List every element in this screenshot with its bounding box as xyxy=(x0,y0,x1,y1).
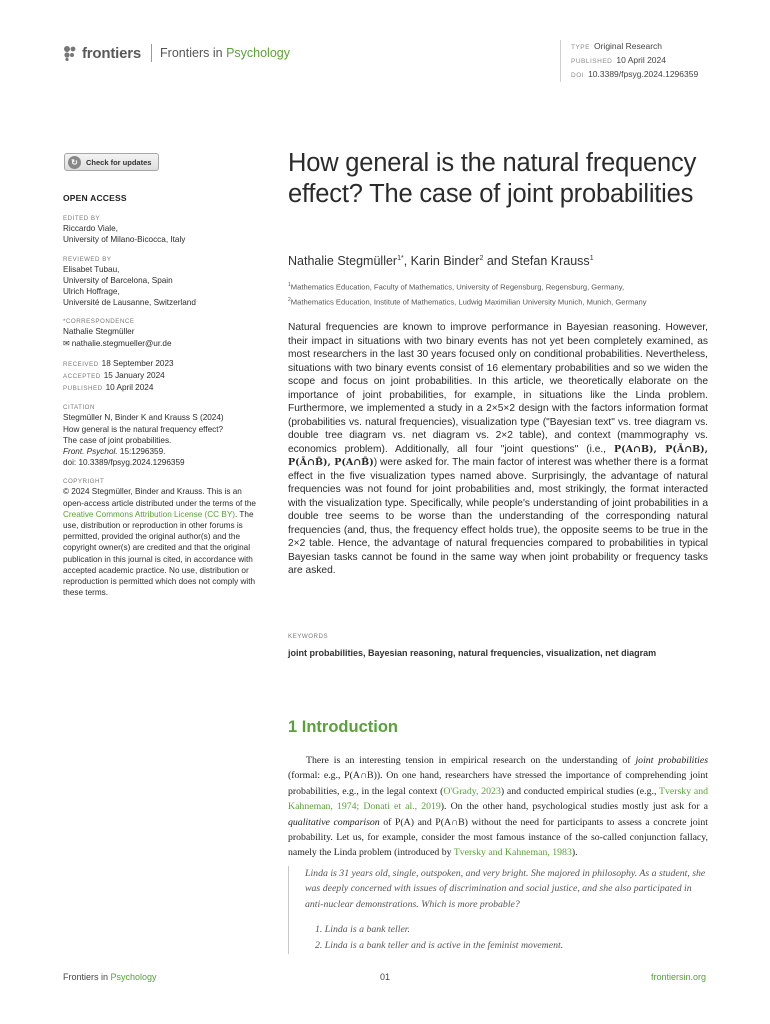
citation-link[interactable]: O'Grady, 2023 xyxy=(443,785,501,797)
journal-header xyxy=(63,42,290,64)
correspondence-email[interactable]: ✉ nathalie.stegmueller@ur.de xyxy=(63,338,172,348)
copyright: COPYRIGHT © 2024 Stegmüller, Binder and Krauss. This is an open-access article distributed under the terms of the Creative Commons Attribution License (CC BY). The use, distribution or reproduction in other forums is permitted, provided the original author(s) and the copyright owner(s) are credited and that the original publication in this journal is cited, in accordance with accepted academic practice. No use, distribution or reproduction is permitted which does not comply with these terms. xyxy=(63,478,256,598)
article-meta: TYPE Original Research PUBLISHED 10 April 2024 DOI 10.3389/fpsyg.2024.1296359 xyxy=(560,40,698,82)
license-link[interactable]: Creative Commons Attribution License (CC BY) xyxy=(63,509,236,519)
sidebar xyxy=(63,193,258,607)
citation-doi[interactable]: doi: 10.3389/fpsyg.2024.1296359 xyxy=(63,458,185,468)
open-access-label: OPEN ACCESS xyxy=(63,193,127,203)
journal-name[interactable]: Frontiers in Psychology xyxy=(160,46,290,60)
mail-icon: ✉ xyxy=(63,338,70,348)
refresh-icon: ↻ xyxy=(68,156,81,169)
list-item: 2. Linda is a bank teller and is active in the feminist movement. xyxy=(315,940,564,952)
intro-paragraph: There is an interesting tension in empirical research on the understanding of joint probabilities (formal: e.g., P(A∩B)). On one hand, researchers have stressed the importance of comprehending joint probabilities, e.g., in the legal context (O'Grady, 2023) and conducted empirical studies (e.g., Tversky and Kahneman, 1974; Donati et al., 2019). On the other hand, psychological studies mostly just ask for a qualitative comparison of P(A) and P(A∩B) without the need for participants to assess a concrete joint probability. Let us, for example, consider the most famous instance of the so-called conjunction fallacy, namely the Linda problem (introduced by Tversky and Kahneman, 1983). xyxy=(288,755,709,859)
citation: CITATION Stegmüller N, Binder K and Krauss S (2024) How general is the natural frequency effect? The case of joint probabilities. Front. Psychol. 15:1296359. doi: 10.3389/fpsyg.2024.1296359 xyxy=(63,403,258,468)
brand-name[interactable]: frontiers xyxy=(82,44,142,62)
edited-by: EDITED BY Riccardo Viale, University of Milano-Bicocca, Italy xyxy=(63,215,186,245)
author-link[interactable]: Nathalie Stegmüller xyxy=(288,254,398,268)
author-link[interactable]: and Stefan Krauss xyxy=(483,254,590,268)
list-item: 1. Linda is a bank teller. xyxy=(315,924,410,936)
reviewed-by: REVIEWED BY Elisabet Tubau, University of Barcelona, Spain Ulrich Hoffrage, Université de Lausanne, Switzerland xyxy=(63,255,196,308)
check-for-updates-button[interactable]: ↻ Check for updates xyxy=(64,153,159,171)
abstract: Natural frequencies are known to improve performance in Bayesian reasoning. However, their impact in situations with two binary events has not yet been completely examined, as most researchers in the last 30 years focused only on conditional probabilities. Nevertheless, situations with two binary events consist of 16 elementary probabilities and so we widen the scope and focus on joint probabilities. In this article, we theoretically elaborate on the importance of joint probabilities, for example, in situations like the Linda problem. Furthermore, we implemented a study in a 2×5×2 design with the factors information format (probabilities vs. natural frequencies), visualization type ("Bayesian text" vs. tree diagram vs. double tree diagram vs. net diagram vs. 2×2 table), and context (mammography vs. economics problem). Additionally, all four "joint questions" (i.e., P(A∩B), P(Ā∩B), P(Ā∩B̄), P(A∩B̄)) were asked for. The main factor of interest was whether there is a format effect in the five visualization types named above. Surprisingly, the advantage of natural frequencies was not found for joint probabilities and, most strikingly, the format interacted with the visualization type. Specifically, while people's understanding of joint probabilities in a double tree seems to be worse than the understanding of the corresponding natural frequencies (and, thus, the frequency effect holds true), the opposite seems to be true in the 2×2 table. Hence, the advantage of natural frequencies compared to probabilities in typical Bayesian tasks cannot be found in the same way when joint probability or frequency tasks are asked. xyxy=(288,322,708,576)
header-divider xyxy=(151,44,152,62)
article-type: Original Research xyxy=(593,41,663,51)
author-link[interactable]: , Karin Binder xyxy=(403,254,480,268)
joint-probability-formulas: P(A∩B), P(Ā∩B), P(Ā∩B̄), P(A∩B̄) xyxy=(288,443,708,468)
frontiers-logo-icon xyxy=(63,45,77,61)
author-list: Nathalie Stegmüller$^{1*}$, Karin Binder$^2$ and Stefan Krauss$^1$ xyxy=(288,254,594,268)
keywords: joint probabilities, Bayesian reasoning, natural frequencies, visualization, net diagram xyxy=(288,648,657,658)
article-title: How general is the natural frequency effect? The case of joint probabilities xyxy=(288,149,697,208)
page-number: 01 xyxy=(380,972,391,982)
correspondence: *CORRESPONDENCE Nathalie Stegmüller ✉ nathalie.stegmueller@ur.de xyxy=(63,317,258,348)
publish-date: 10 April 2024 xyxy=(616,55,666,65)
citation-link[interactable]: Tversky and Kahneman, 1983 xyxy=(453,847,572,859)
keywords-label: KEYWORDS xyxy=(288,633,329,640)
linda-problem-quote: Linda is 31 years old, single, outspoken, and very bright. She majored in philosophy. As a student, she was deeply concerned with issues of discrimination and social justice, and she also participated in anti-nuclear demonstrations. Which is more probable? 1. Linda is a bank teller. 2. Linda is a bank teller and is active in the feminist movement. xyxy=(288,866,708,954)
dates: RECEIVED 18 September 2023 ACCEPTED 15 January 2024 PUBLISHED 10 April 2024 xyxy=(63,358,174,393)
footer-journal[interactable]: Frontiers in Psychology xyxy=(63,972,157,982)
affiliations: $^1$Mathematics Education, Faculty of Mathematics, University of Regensburg, Regensburg, Germany, $^2$Mathematics Education, Institute of Mathematics, Ludwig Maximilian University Munich, Munich, Germany xyxy=(288,282,647,307)
section-heading: 1 Introduction xyxy=(288,718,398,736)
doi[interactable]: 10.3389/fpsyg.2024.1296359 xyxy=(588,69,699,79)
footer-site-link[interactable]: frontiersin.org xyxy=(650,972,706,982)
citation-link[interactable]: Tversky and Kahneman, 1974; Donati et al., 2019 xyxy=(288,785,708,813)
